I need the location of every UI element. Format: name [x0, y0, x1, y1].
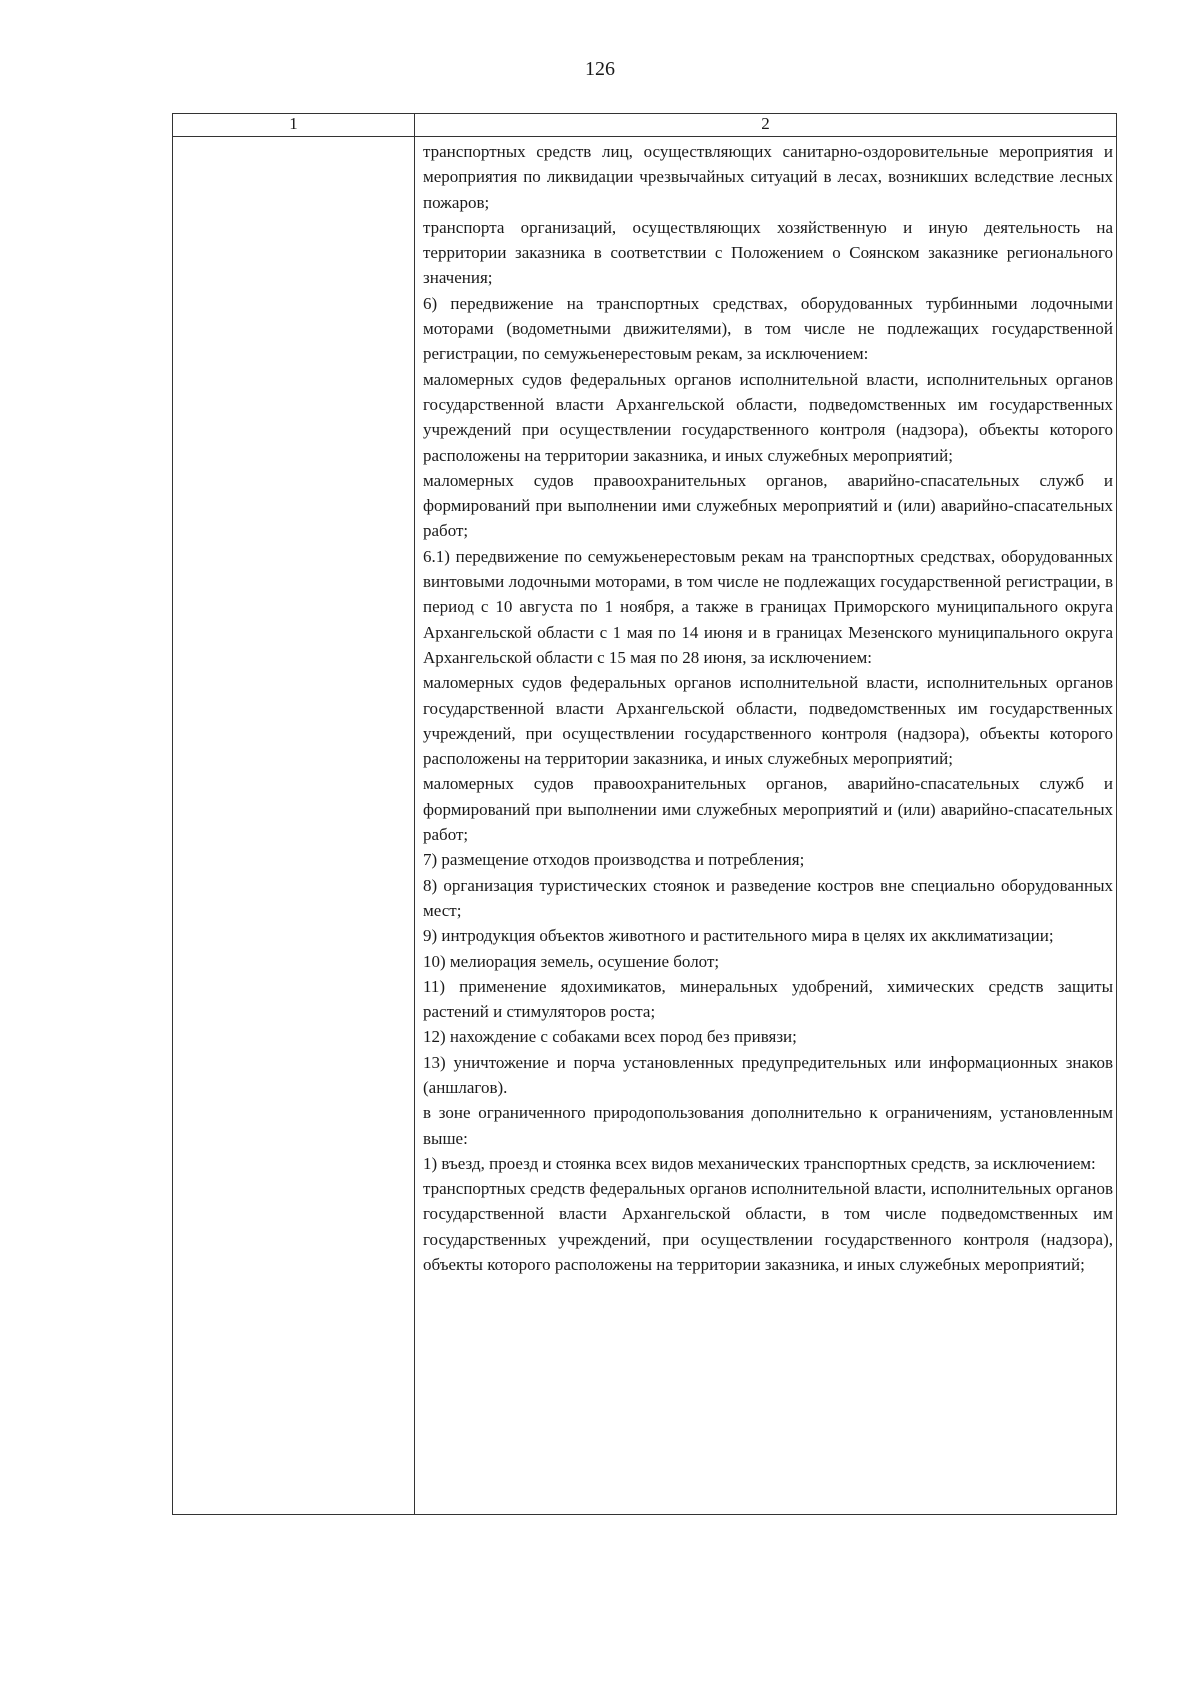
paragraph: в зоне ограниченного природопользования дополнительно к ограничениям, установленным выше:: [423, 1103, 1113, 1148]
paragraph: 7) размещение отходов производства и потребления;: [423, 850, 805, 870]
paragraph: 9) интродукция объектов животного и растительного мира в целях их акклиматизации;: [423, 926, 1054, 946]
paragraph: маломерных судов правоохранительных органов, аварийно-спасательных служб и формирований при выполнении ими служебных мероприятий и (или) аварийно-спасательных работ;: [423, 470, 1113, 541]
paragraph: 1) въезд, проезд и стоянка всех видов механических транспортных средств, за исключением:: [423, 1153, 1096, 1173]
paragraph: маломерных судов федеральных органов исполнительной власти, исполнительных органов государственной власти Архангельской области, подведомственных им государственных учреждений, при осуществлении государственного контроля (надзора), объекты которого расположены на территории заказника, и иных служебных мероприятий;: [423, 673, 1113, 769]
table-header-row: [173, 114, 1117, 137]
page-number: 126: [585, 58, 615, 80]
paragraph: 6.1) передвижение по семужьенерестовым рекам на транспортных средствах, оборудованных винтовыми лодочными моторами, в том числе не подлежащих государственной регистрации, в период с 10 августа по 1 ноября, а также в границах Приморского муниципального округа Архангельской области с 1 мая по 14 июня и в границах Мезенского муниципального округа Архангельской области с 15 мая по 28 июня, за исключением:: [423, 546, 1113, 667]
paragraph: маломерных судов федеральных органов исполнительной власти, исполнительных органов государственной власти Архангельской области, подведомственных им государственных учреждений при осуществлении государственного контроля (надзора), объекты которого расположены на территории заказника, и иных служебных мероприятий;: [423, 369, 1113, 465]
paragraph: транспортных средств лиц, осуществляющих санитарно-оздоровительные мероприятия и мероприятия по ликвидации чрезвычайных ситуаций в лесах, возникших вследствие лесных пожаров;: [423, 142, 1113, 212]
paragraph: транспорта организаций, осуществляющих хозяйственную и иную деятельность на территории заказника в соответствии с Положением о Соянском заказнике регионального значения;: [423, 217, 1113, 288]
paragraph: 13) уничтожение и порча установленных предупредительных или информационных знаков (аншлагов).: [423, 1052, 1113, 1097]
column-header-2: 2: [415, 114, 1117, 137]
paragraph: маломерных судов правоохранительных органов, аварийно-спасательных служб и формирований при выполнении ими служебных мероприятий и (или) аварийно-спасательных работ;: [423, 774, 1113, 845]
paragraph: транспортных средств федеральных органов исполнительной власти, исполнительных органов государственной власти Архангельской области, в том числе подведомственных им государственных учреждений, при осуществлении государственного контроля (надзора), объекты которого расположены на территории заказника, и иных служебных мероприятий;: [423, 1179, 1113, 1275]
paragraph: 6) передвижение на транспортных средствах, оборудованных турбинными лодочными моторами (водометными движителями), в том числе не подлежащих государственной регистрации, по семужьенерестовым рекам, за исключением:: [423, 293, 1113, 364]
cell-column-1: [173, 137, 415, 1515]
paragraph: 12) нахождение с собаками всех пород без привязи;: [423, 1027, 797, 1047]
document-table: [172, 113, 1117, 1515]
paragraph: 11) применение ядохимикатов, минеральных удобрений, химических средств защиты растений и стимуляторов роста;: [423, 976, 1113, 1022]
paragraph: 10) мелиорация земель, осушение болот;: [423, 951, 720, 971]
cell-column-2: [415, 137, 1117, 1515]
table-row: [173, 137, 1117, 1515]
column-header-1: 1: [173, 114, 415, 137]
paragraph: 8) организация туристических стоянок и разведение костров вне специально оборудованных мест;: [423, 875, 1113, 920]
